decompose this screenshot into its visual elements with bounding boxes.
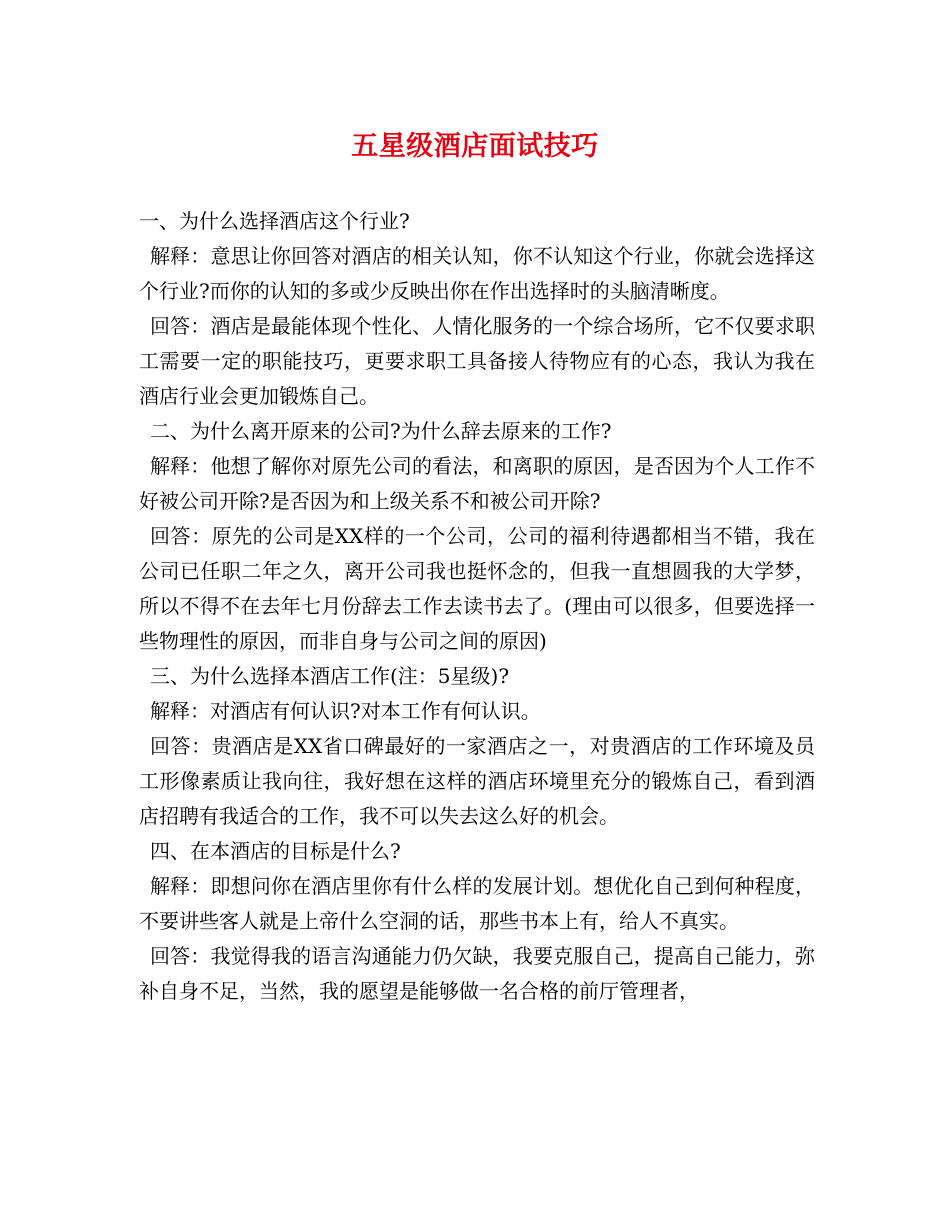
- document-paragraph: 四、在本酒店的目标是什么?: [150, 839, 401, 863]
- document-paragraph: 解释：他想了解你对原先公司的看法，和离职的原因，是否因为个人工作不好被公司开除?是否因为和上级关系不和被公司开除?: [139, 454, 815, 513]
- document-paragraph: 二、为什么离开原来的公司?为什么辞去原来的工作?: [150, 419, 612, 443]
- document-paragraph: 回答：贵酒店是XX省口碑最好的一家酒店之一，对贵酒店的工作环境及员工形像素质让我向往，我好想在这样的酒店环境里充分的锻炼自己，看到酒店招聘有我适合的工作，我不可以失去这么好的机会。: [139, 734, 815, 828]
- document-paragraph: 解释：对酒店有何认识?对本工作有何认识。: [150, 699, 541, 723]
- document-paragraph: 解释：意思让你回答对酒店的相关认知，你不认知这个行业，你就会选择这个行业?而你的认知的多或少反映出你在作出选择时的头脑清晰度。: [139, 244, 815, 303]
- document-paragraph: 回答：原先的公司是XX样的一个公司，公司的福利待遇都相当不错，我在公司已任职二年之久，离开公司我也挺怀念的，但我一直想圆我的大学梦，所以不得不在去年七月份辞去工作去读书去了。(理由可以很多，但要选择一些物理性的原因，而非自身与公司之间的原因): [139, 524, 815, 653]
- document-title: 五星级酒店面试技巧: [351, 131, 599, 162]
- document-body: [139, 204, 815, 1009]
- document-paragraph: 一、为什么选择酒店这个行业?: [139, 209, 410, 233]
- document-paragraph: 三、为什么选择本酒店工作(注：5星级)?: [150, 664, 510, 688]
- document-paragraph: 解释：即想问你在酒店里你有什么样的发展计划。想优化自己到何种程度，不要讲些客人就是上帝什么空洞的话，那些书本上有，给人不真实。: [139, 874, 815, 933]
- document-paragraph: 回答：酒店是最能体现个性化、人情化服务的一个综合场所，它不仅要求职工需要一定的职能技巧，更要求职工具备接人待物应有的心态，我认为我在酒店行业会更加锻炼自己。: [139, 314, 815, 408]
- document-paragraph: 回答：我觉得我的语言沟通能力仍欠缺，我要克服自己，提高自己能力，弥补自身不足，当然，我的愿望是能够做一名合格的前厅管理者，: [139, 944, 815, 1003]
